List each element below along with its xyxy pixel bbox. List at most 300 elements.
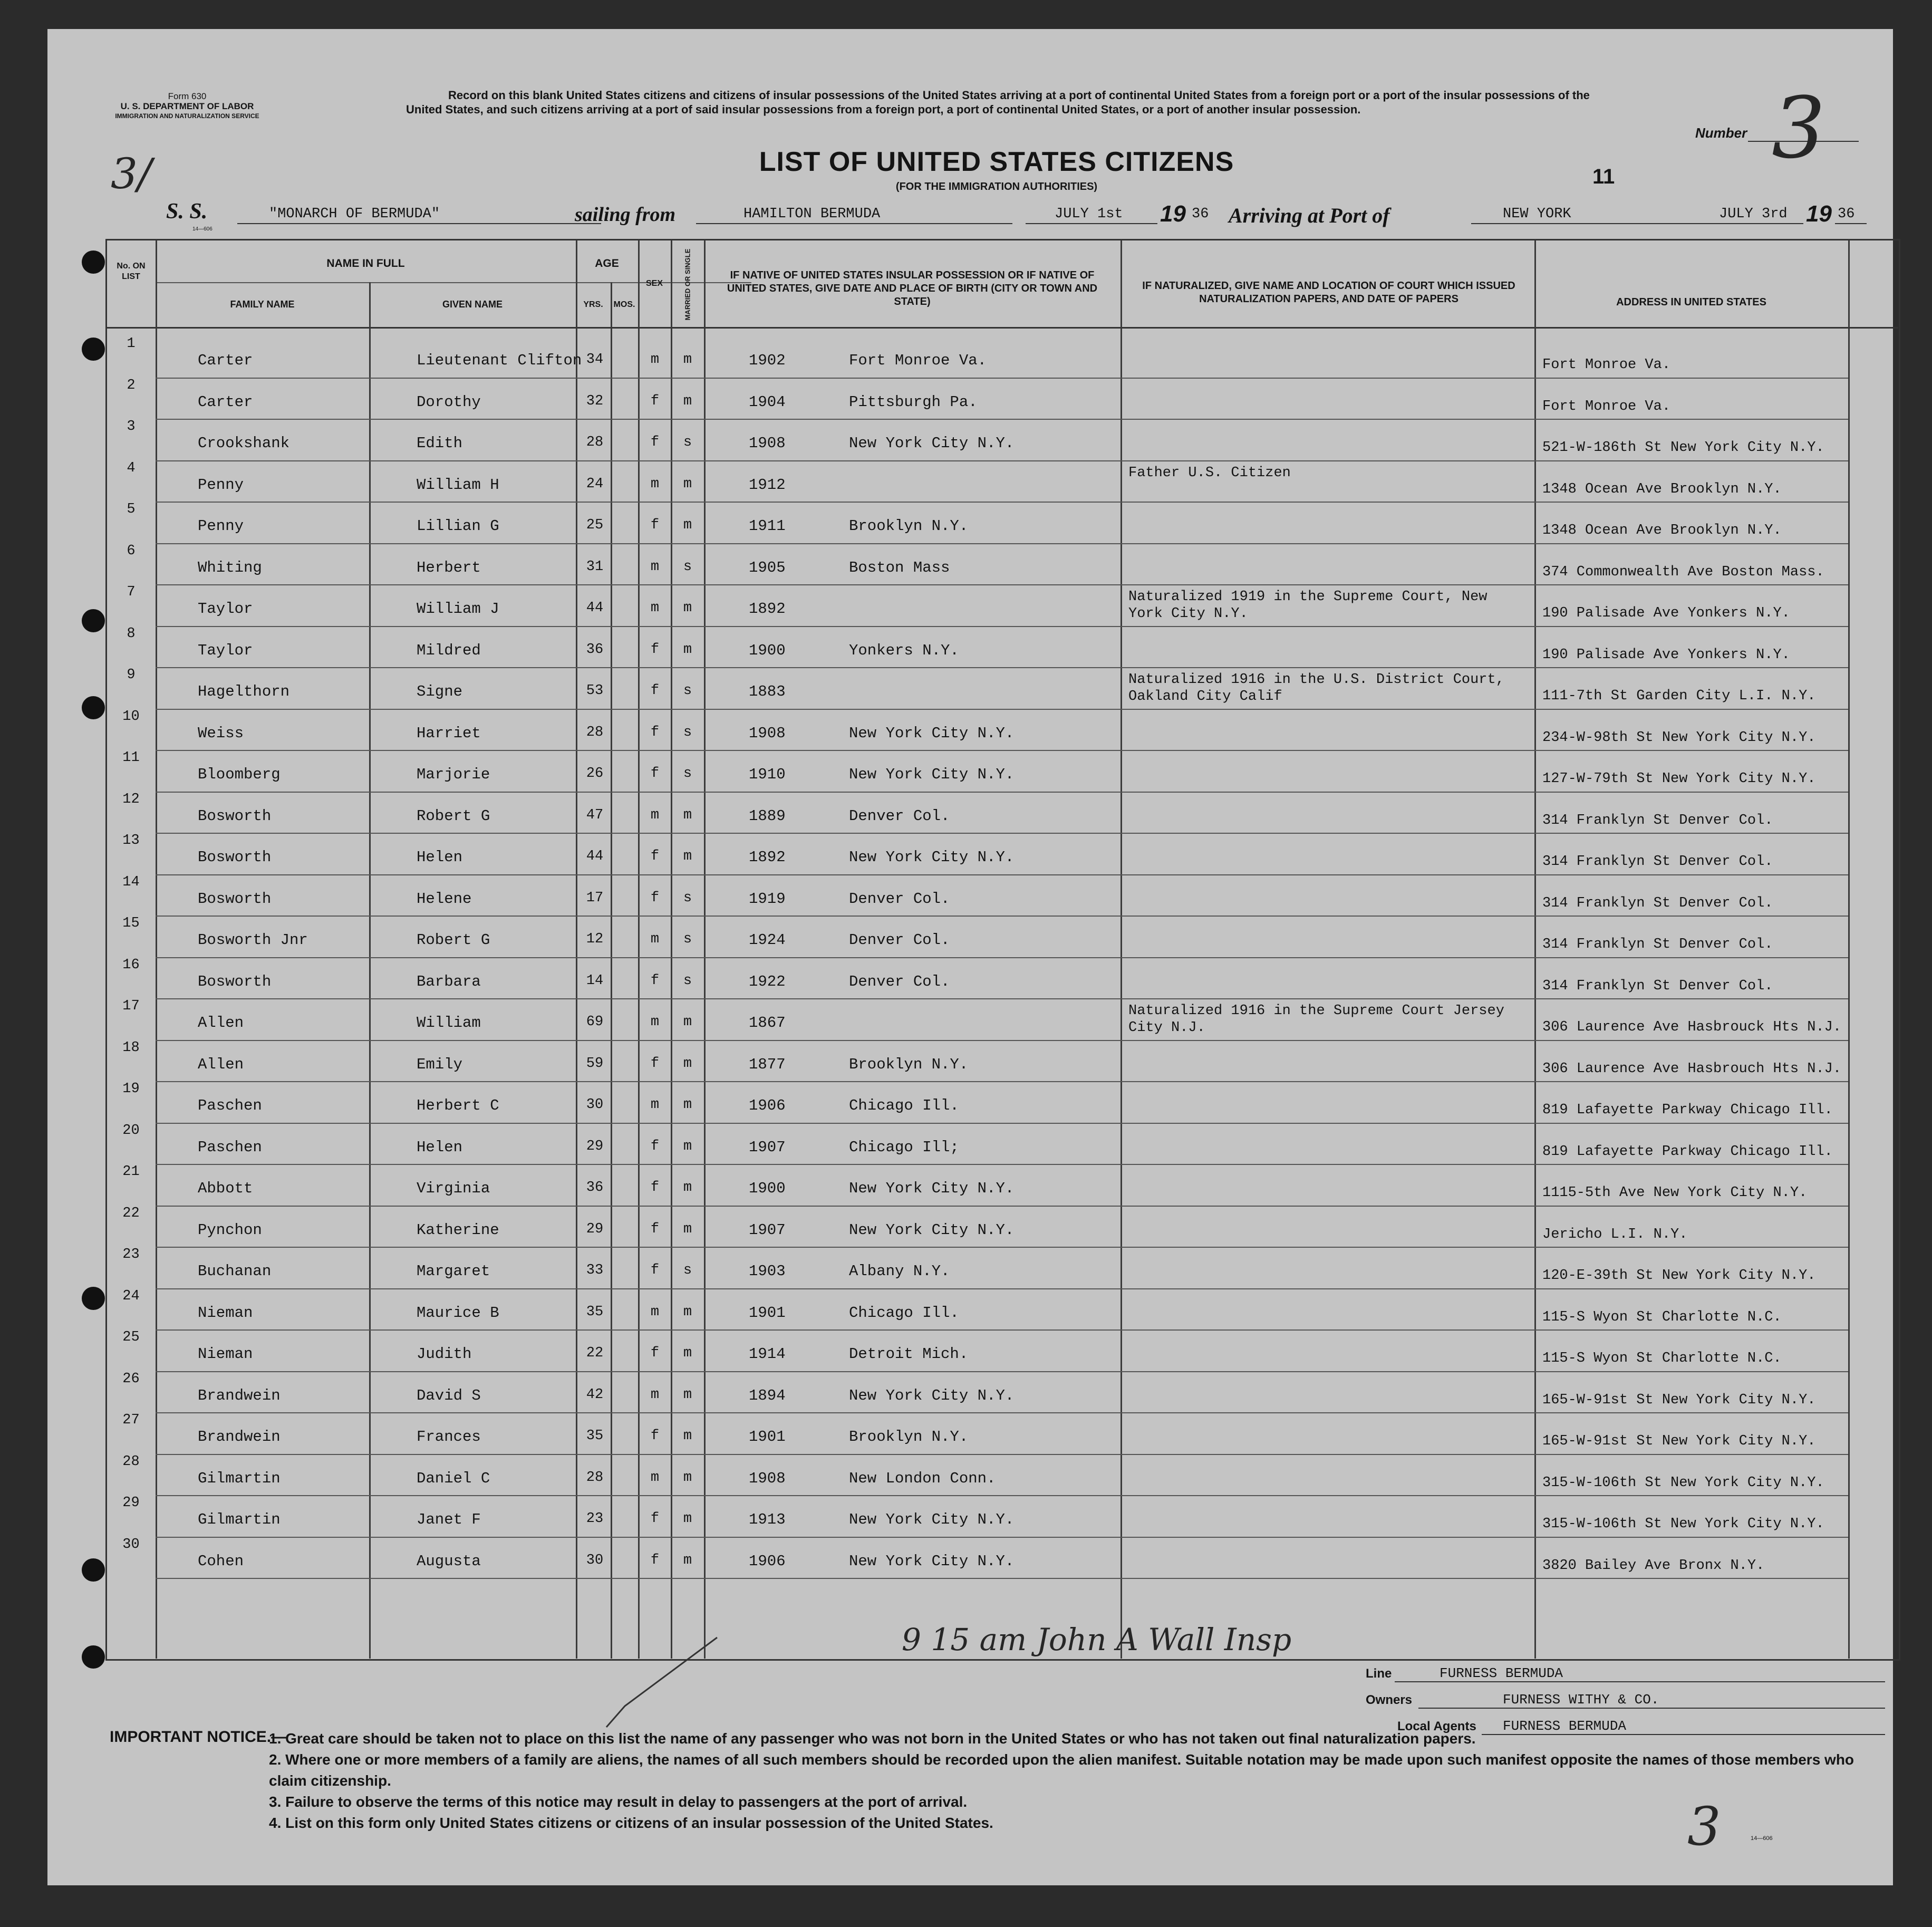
row-number: 6 [127, 543, 136, 559]
us-address: 314 Franklyn St Denver Col. [1542, 812, 1773, 828]
notice-body [269, 1728, 1872, 1834]
line-value: FURNESS BERMUDA [1440, 1665, 1563, 1681]
age-years: 14 [586, 972, 604, 989]
birth-place: New York City N.Y. [849, 724, 1015, 742]
sex: f [650, 972, 660, 989]
arrive-date: JULY 3rd [1719, 206, 1788, 222]
birth-place: Pittsburgh Pa. [849, 393, 978, 411]
inspector-note: 9 15 am John A Wall Insp [902, 1622, 1292, 1658]
us-address: 306 Laurence Ave Hasbrouck Hts N.J. [1542, 1019, 1842, 1035]
birth-place: New York City N.Y. [849, 766, 1015, 783]
us-address: Fort Monroe Va. [1542, 398, 1671, 415]
row-number: 12 [122, 791, 140, 807]
sex: m [650, 352, 660, 368]
row-number: 20 [122, 1122, 140, 1139]
marital-status: m [683, 393, 692, 409]
birth-place: Yonkers N.Y. [849, 641, 959, 659]
row-rule [156, 750, 1848, 751]
age-years: 28 [586, 1469, 604, 1486]
birth-place: Detroit Mich. [849, 1345, 969, 1363]
row-rule [156, 833, 1848, 834]
row-number: 2 [127, 377, 136, 393]
birth-year: 1904 [749, 393, 786, 411]
birth-place: New York City N.Y. [849, 1511, 1015, 1528]
birth-place: Chicago Ill. [849, 1304, 959, 1322]
birth-year: 1914 [749, 1345, 786, 1363]
notice-item-4: 4. List on this form only United States citizens or citizens of an insular possession of the United States. [269, 1815, 993, 1831]
notice-title: IMPORTANT NOTICE.— [110, 1728, 287, 1746]
sex: f [650, 517, 660, 533]
marital-status: s [683, 435, 692, 450]
given-name: Helen [417, 1138, 463, 1156]
birth-year: 1867 [749, 1014, 786, 1032]
punch-hole [82, 696, 105, 719]
department-name: U. S. DEPARTMENT OF LABOR [120, 101, 254, 111]
birth-year: 1910 [749, 766, 786, 783]
birth-year: 1906 [749, 1097, 786, 1114]
given-name: David S [417, 1386, 481, 1404]
form-instructions: Record on this blank United States citizens and citizens of insular possessions of the United States arriving at a port of continental United States from a foreign port or a port of the insular possessions of the United States, and such citizens arriving at a port of said insular possessions from a foreign port, a port of continental United States, or a port of another insular possession. [406, 89, 1590, 116]
family-name: Allen [198, 1055, 244, 1073]
notice-item-1: 1. Great care should be taken not to place on this list the name of any passenger who was not born in the United States or who has not taken out final naturalization papers. [269, 1730, 1476, 1747]
sex: f [650, 1428, 660, 1444]
row-rule [156, 1206, 1848, 1207]
arrival-port: NEW YORK [1503, 206, 1571, 222]
birth-year: 1912 [749, 476, 786, 494]
age-years: 34 [586, 352, 604, 368]
form-subtitle: (FOR THE IMMIGRATION AUTHORITIES) [895, 181, 1098, 192]
age-years: 35 [586, 1304, 604, 1320]
row-number: 24 [122, 1288, 140, 1304]
birth-year: 1901 [749, 1428, 786, 1446]
family-name: Bosworth [198, 807, 272, 825]
birth-year: 1877 [749, 1055, 786, 1073]
given-name: Lieutenant Clifton [417, 352, 582, 369]
page-mark: 3 [1687, 1796, 1721, 1857]
marital-status: s [683, 724, 692, 740]
row-number: 9 [127, 667, 136, 683]
sex: f [650, 849, 660, 864]
page-code: 11 [1592, 165, 1615, 188]
punch-hole [82, 1287, 105, 1310]
us-address: 127-W-79th St New York City N.Y. [1542, 771, 1816, 787]
us-address: 111-7th St Garden City L.I. N.Y. [1542, 688, 1816, 704]
birth-place: Albany N.Y. [849, 1263, 950, 1280]
header-married-single: MARRIED OR SINGLE [683, 248, 692, 320]
marital-status: m [683, 1138, 692, 1154]
row-rule [156, 1412, 1848, 1413]
sex: f [650, 766, 660, 782]
row-number: 16 [122, 957, 140, 973]
arrive-year: 36 [1838, 206, 1855, 222]
row-rule [156, 1329, 1848, 1331]
family-name: Nieman [198, 1345, 253, 1363]
age-years: 33 [586, 1263, 604, 1278]
us-address: 306 Laurence Ave Hasbrouch Hts N.J. [1542, 1061, 1842, 1077]
row-number: 1 [127, 336, 136, 352]
row-number: 8 [127, 625, 136, 642]
header-name-in-full: NAME IN FULL [326, 257, 405, 269]
us-address: 315-W-106th St New York City N.Y. [1542, 1475, 1824, 1491]
given-name: Daniel C [417, 1469, 490, 1487]
sex: f [650, 1221, 660, 1237]
age-years: 69 [586, 1014, 604, 1030]
marital-status: s [683, 972, 692, 989]
given-name: Barbara [417, 972, 481, 990]
us-address: Jericho L.I. N.Y. [1542, 1226, 1688, 1242]
depart-year: 36 [1192, 206, 1209, 222]
check-mark [601, 1632, 722, 1738]
given-name: Dorothy [417, 393, 481, 411]
row-number: 17 [122, 998, 140, 1014]
row-rule [156, 874, 1848, 875]
birth-year: 1908 [749, 724, 786, 742]
marital-status: s [683, 766, 692, 782]
us-address: 190 Palisade Ave Yonkers N.Y. [1542, 605, 1790, 621]
birth-year: 1902 [749, 352, 786, 369]
birth-place: Brooklyn N.Y. [849, 1055, 969, 1073]
birth-year: 1894 [749, 1386, 786, 1404]
birth-year: 1908 [749, 435, 786, 452]
us-address: 314 Franklyn St Denver Col. [1542, 895, 1773, 911]
naturalization: Naturalized 1916 in the U.S. District Court, Oakland City Calif [1128, 672, 1504, 705]
row-number: 30 [122, 1536, 140, 1553]
age-years: 26 [586, 766, 604, 782]
us-address: 3820 Bailey Ave Bronx N.Y. [1542, 1557, 1765, 1574]
birth-year: 1907 [749, 1138, 786, 1156]
age-years: 47 [586, 807, 604, 823]
row-number: 21 [122, 1164, 140, 1180]
family-name: Penny [198, 476, 244, 494]
row-rule [156, 667, 1848, 668]
us-address: 521-W-186th St New York City N.Y. [1542, 440, 1824, 456]
family-name: Carter [198, 393, 253, 411]
family-name: Abbott [198, 1180, 253, 1197]
marital-status: m [683, 476, 692, 492]
birth-year: 1908 [749, 1469, 786, 1487]
age-years: 23 [586, 1511, 604, 1527]
sex: f [650, 1180, 660, 1196]
us-address: 314 Franklyn St Denver Col. [1542, 854, 1773, 870]
row-number: 18 [122, 1039, 140, 1056]
sailing-from: HAMILTON BERMUDA [743, 206, 881, 222]
marital-status: m [683, 1055, 692, 1072]
family-name: Gilmartin [198, 1469, 281, 1487]
row-rule [156, 1247, 1848, 1248]
family-name: Brandwein [198, 1428, 281, 1446]
age-years: 25 [586, 517, 604, 533]
given-name: Virginia [417, 1180, 490, 1197]
given-name: Harriet [417, 724, 481, 742]
given-name: Helene [417, 890, 472, 908]
arriving-label: Arriving at Port of [1229, 204, 1390, 227]
row-number: 7 [127, 584, 136, 600]
family-name: Bosworth [198, 972, 272, 990]
header-birth: IF NATIVE OF UNITED STATES INSULAR POSSESSION OR IF NATIVE OF UNITED STATES, GIVE DATE AND PLACE OF BIRTH (CITY OR TOWN AND STATE) [727, 269, 1098, 307]
family-name: Cohen [198, 1552, 244, 1570]
birth-year: 1905 [749, 558, 786, 576]
sex: f [650, 1055, 660, 1072]
age-years: 28 [586, 724, 604, 740]
punch-hole [82, 609, 105, 632]
row-rule [156, 916, 1848, 917]
given-name: Robert G [417, 931, 490, 949]
us-address: 190 Palisade Ave Yonkers N.Y. [1542, 647, 1790, 663]
row-number: 23 [122, 1247, 140, 1263]
given-name: William H [417, 476, 499, 494]
us-address: 115-S Wyon St Charlotte N.C. [1542, 1351, 1782, 1366]
header-sex: SEX [645, 279, 663, 288]
age-years: 35 [586, 1428, 604, 1444]
age-years: 22 [586, 1345, 604, 1361]
notice-item-3: 3. Failure to observe the terms of this notice may result in delay to passengers at the port of arrival. [269, 1794, 968, 1810]
marital-status: m [683, 641, 692, 658]
line-label: Line [1366, 1666, 1392, 1681]
form-id-block [100, 91, 274, 121]
birth-place: New York City N.Y. [849, 1221, 1015, 1239]
sex: m [650, 1304, 660, 1320]
age-years: 24 [586, 476, 604, 492]
given-name: Frances [417, 1428, 481, 1446]
given-name: Helen [417, 849, 463, 866]
row-rule [156, 1371, 1848, 1372]
given-name: Maurice B [417, 1304, 499, 1322]
birth-year: 1889 [749, 807, 786, 825]
family-name: Bosworth [198, 890, 272, 908]
age-years: 12 [586, 931, 604, 947]
row-rule [156, 792, 1848, 793]
given-name: Mildred [417, 641, 481, 659]
row-number: 14 [122, 874, 140, 890]
row-rule [156, 1081, 1848, 1082]
row-rule [156, 1288, 1848, 1289]
birth-place: Denver Col. [849, 890, 950, 908]
us-address: 315-W-106th St New York City N.Y. [1542, 1516, 1824, 1532]
row-number: 25 [122, 1329, 140, 1345]
age-years: 29 [586, 1138, 604, 1154]
given-name: Katherine [417, 1221, 499, 1239]
sex: m [650, 1014, 660, 1030]
sex: f [650, 435, 660, 450]
birth-place: Boston Mass [849, 558, 950, 576]
age-years: 30 [586, 1097, 604, 1113]
form-code: 14—606 [1751, 1835, 1773, 1842]
row-rule [156, 460, 1848, 461]
given-name: William J [417, 600, 499, 618]
age-years: 28 [586, 435, 604, 450]
marital-status: m [683, 1014, 692, 1030]
birth-year: 1892 [749, 849, 786, 866]
sex: m [650, 1386, 660, 1403]
age-years: 36 [586, 641, 604, 658]
us-address: 314 Franklyn St Denver Col. [1542, 937, 1773, 952]
age-years: 29 [586, 1221, 604, 1237]
row-rule [156, 626, 1848, 627]
age-years: 36 [586, 1180, 604, 1196]
sailing-label: sailing from [575, 204, 676, 226]
us-address: 819 Lafayette Parkway Chicago Ill. [1542, 1102, 1833, 1118]
birth-place: Brooklyn N.Y. [849, 517, 969, 535]
print-code: 14—606 [192, 226, 212, 232]
family-name: Allen [198, 1014, 244, 1032]
manifest-sheet [47, 29, 1893, 1885]
marital-status: m [683, 1304, 692, 1320]
age-years: 17 [586, 890, 604, 906]
number-label: Number [1695, 125, 1747, 141]
margin-mark: 3/ [111, 149, 152, 198]
row-number: 13 [122, 833, 140, 849]
notice-item-2: 2. Where one or more members of a family are aliens, the names of all such members should be recorded upon the alien manifest. Suitable notation may be made upon such manifest opposite the names of those members who claim citizenship. [269, 1751, 1854, 1789]
header-age: AGE [595, 257, 619, 269]
birth-year: 1907 [749, 1221, 786, 1239]
family-name: Penny [198, 517, 244, 535]
row-rule [156, 1164, 1848, 1165]
sex: m [650, 807, 660, 823]
birth-place: New London Conn. [849, 1469, 996, 1487]
us-address: 1115-5th Ave New York City N.Y. [1542, 1185, 1808, 1201]
punch-hole [82, 338, 105, 361]
birth-place: Denver Col. [849, 972, 950, 990]
row-rule [156, 1578, 1848, 1579]
family-name: Bosworth [198, 849, 272, 866]
row-rule [156, 998, 1848, 999]
row-number: 27 [122, 1412, 140, 1428]
birth-place: New York City N.Y. [849, 1180, 1015, 1197]
marital-status: m [683, 807, 692, 823]
birth-place: Fort Monroe Va. [849, 352, 987, 369]
row-number: 11 [122, 750, 140, 766]
birth-year: 1883 [749, 683, 786, 700]
birth-year: 1906 [749, 1552, 786, 1570]
sex: f [650, 641, 660, 658]
marital-status: m [683, 352, 692, 368]
row-rule [156, 1537, 1848, 1538]
age-years: 32 [586, 393, 604, 409]
us-address: 120-E-39th St New York City N.Y. [1542, 1268, 1816, 1284]
family-name: Whiting [198, 558, 262, 576]
us-address: Fort Monroe Va. [1542, 357, 1671, 373]
family-name: Paschen [198, 1138, 262, 1156]
row-rule [156, 1123, 1848, 1124]
marital-status: s [683, 558, 692, 575]
age-years: 59 [586, 1055, 604, 1072]
family-name: Gilmartin [198, 1511, 281, 1528]
sex: m [650, 1097, 660, 1113]
family-name: Crookshank [198, 435, 290, 452]
marital-status: s [683, 890, 692, 906]
given-name: Robert G [417, 807, 490, 825]
depart-year-prefix: 19 [1160, 201, 1186, 227]
given-name: Janet F [417, 1511, 481, 1528]
given-name: Emily [417, 1055, 463, 1073]
given-name: Herbert C [417, 1097, 499, 1114]
form-number: Form 630 [168, 91, 207, 101]
marital-status: s [683, 1263, 692, 1278]
row-number: 19 [122, 1081, 140, 1097]
punch-hole [82, 1645, 105, 1669]
naturalization: Father U.S. Citizen [1128, 465, 1291, 481]
birth-year: 1913 [749, 1511, 786, 1528]
birth-year: 1900 [749, 641, 786, 659]
row-number: 26 [122, 1371, 140, 1387]
row-number: 29 [122, 1495, 140, 1511]
family-name: Hagelthorn [198, 683, 290, 700]
arrive-year-prefix: 19 [1806, 201, 1832, 227]
header-mos: MOS. [613, 300, 635, 309]
family-name: Weiss [198, 724, 244, 742]
header-given-name: GIVEN NAME [442, 299, 503, 310]
given-name: Lillian G [417, 517, 499, 535]
family-name: Paschen [198, 1097, 262, 1114]
ship-name: "MONARCH OF BERMUDA" [269, 206, 440, 222]
given-name: Margaret [417, 1263, 490, 1280]
punch-hole [82, 250, 105, 274]
sex: f [650, 393, 660, 409]
us-address: 819 Lafayette Parkway Chicago Ill. [1542, 1143, 1833, 1160]
birth-place: New York City N.Y. [849, 849, 1015, 866]
sex: f [650, 890, 660, 906]
age-years: 44 [586, 849, 604, 864]
birth-place: New York City N.Y. [849, 1552, 1015, 1570]
marital-status: s [683, 931, 692, 947]
given-name: Judith [417, 1345, 472, 1363]
header-naturalized: IF NATURALIZED, GIVE NAME AND LOCATION OF COURT WHICH ISSUED NATURALIZATION PAPERS, AND DATE OF PAPERS [1142, 280, 1515, 305]
header-no-on-list: No. ON LIST [117, 262, 146, 281]
sex: m [650, 476, 660, 492]
birth-year: 1903 [749, 1263, 786, 1280]
marital-status: m [683, 1180, 692, 1196]
sex: m [650, 558, 660, 575]
marital-status: m [683, 1469, 692, 1486]
row-number: 4 [127, 460, 136, 476]
family-name: Taylor [198, 600, 253, 618]
family-name: Buchanan [198, 1263, 272, 1280]
given-name: William [417, 1014, 481, 1032]
given-name: Marjorie [417, 766, 490, 783]
age-years: 30 [586, 1552, 604, 1568]
row-rule [156, 1040, 1848, 1041]
marital-status: m [683, 1097, 692, 1113]
birth-year: 1924 [749, 931, 786, 949]
row-number: 10 [122, 708, 140, 725]
birth-place: Denver Col. [849, 807, 950, 825]
agents-value: FURNESS BERMUDA [1503, 1718, 1627, 1734]
us-address: 1348 Ocean Ave Brooklyn N.Y. [1542, 523, 1782, 538]
birth-year: 1901 [749, 1304, 786, 1322]
sex: f [650, 683, 660, 699]
marital-status: m [683, 1428, 692, 1444]
birth-place: Brooklyn N.Y. [849, 1428, 969, 1446]
age-years: 53 [586, 683, 604, 699]
naturalization: Naturalized 1919 in the Supreme Court, New York City N.Y. [1128, 589, 1487, 622]
us-address: 165-W-91st St New York City N.Y. [1542, 1392, 1816, 1408]
depart-date: JULY 1st [1055, 206, 1123, 222]
given-name: Signe [417, 683, 463, 700]
birth-year: 1892 [749, 600, 786, 618]
us-address: 165-W-91st St New York City N.Y. [1542, 1433, 1816, 1449]
age-years: 44 [586, 600, 604, 616]
ss-label: S. S. [166, 199, 208, 224]
sex: f [650, 1511, 660, 1527]
row-rule [156, 543, 1848, 544]
given-name: Herbert [417, 558, 481, 576]
marital-status: m [683, 1345, 692, 1361]
row-number: 3 [127, 419, 136, 435]
row-number: 28 [122, 1453, 140, 1470]
age-years: 31 [586, 558, 604, 575]
row-rule [156, 584, 1848, 585]
punch-hole [82, 1558, 105, 1582]
